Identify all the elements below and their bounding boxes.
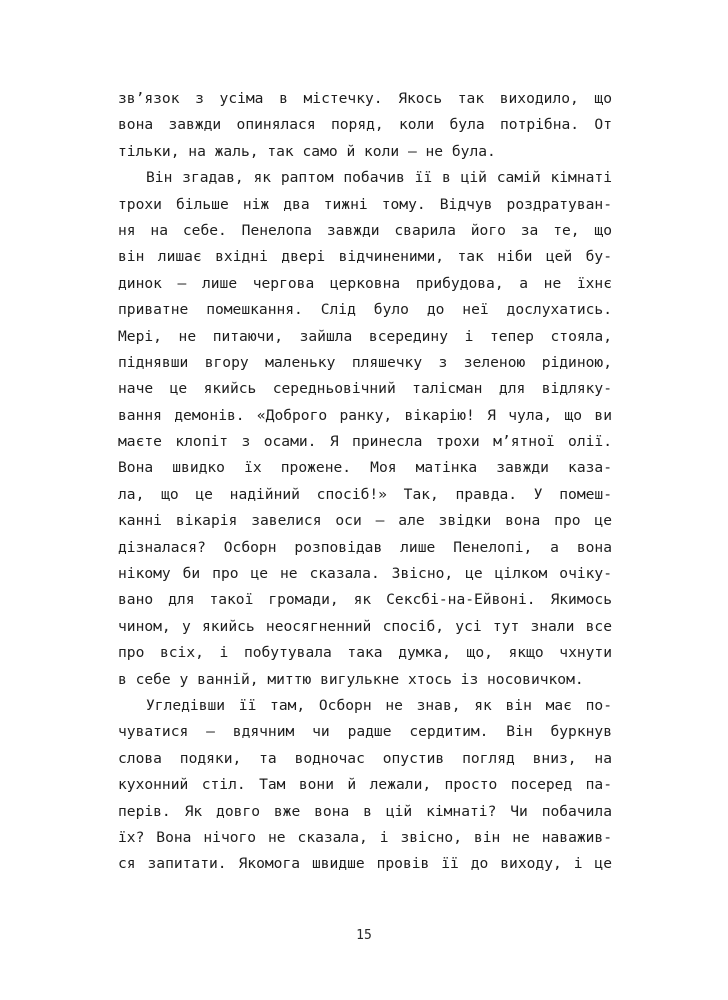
text-line: маєте клопіт з осами. Я принесла трохи м’ятної олії. — [118, 433, 612, 451]
text-line: вання демонів. «Доброго ранку, вікарію! Я чула, що ви — [118, 406, 612, 424]
text-line: нікому би про це не сказала. Звісно, це цілком очіку- — [118, 565, 612, 583]
text-line: приватне помешкання. Слід було до неї дослухатись. — [118, 301, 612, 319]
text-line: Вона швидко їх прожене. Моя матінка завжди каза- — [118, 459, 612, 477]
text-line: ла, що це надійний спосіб!» Так, правда. У помеш- — [118, 485, 612, 503]
text-line: про всіх, і побутувала така думка, що, якщо чхнути — [118, 644, 612, 662]
text-line: чином, у якийсь неосягненний спосіб, усі тут знали все — [118, 617, 612, 635]
text-line: наче це якийсь середньовічний талісман для відляку- — [118, 380, 612, 398]
text-line: перів. Як довго вже вона в цій кімнаті? Чи побачила — [118, 802, 612, 820]
text-line: динок — лише чергова церковна прибудова, а не їхнє — [118, 274, 612, 292]
text-line: вона завжди опинялася поряд, коли була потрібна. От — [118, 116, 612, 134]
body-text — [118, 86, 612, 878]
text-line: слова подяки, та водночас опустив погляд вниз, на — [118, 749, 612, 767]
text-line: піднявши вгору маленьку пляшечку з зеленою рідиною, — [118, 353, 612, 371]
text-line: в себе у ванній, миттю вигулькне хтось із носовичком. — [118, 670, 584, 688]
text-line: Угледівши її там, Осборн не знав, як він має по- — [146, 696, 612, 714]
text-line: вано для такої громади, як Сексбі-на-Ейвоні. Якимось — [118, 591, 612, 609]
text-line: чуватися — вдячним чи радше сердитим. Він буркнув — [118, 723, 612, 741]
text-line: він лишає вхідні двері відчиненими, так ніби цей бу- — [118, 248, 612, 266]
text-line: Він згадав, як раптом побачив її в цій самій кімнаті — [146, 169, 612, 187]
text-line: ся запитати. Якомога швидше провів її до виходу, і це — [118, 855, 612, 873]
text-line: їх? Вона нічого не сказала, і звісно, він не наважив- — [118, 828, 612, 846]
text-line: Мері, не питаючи, зайшла всередину і тепер стояла, — [118, 327, 612, 345]
page-number: 15 — [356, 928, 372, 943]
text-line: кухонний стіл. Там вони й лежали, просто посеред па- — [118, 776, 612, 794]
text-line: зв’язок з усіма в містечку. Якось так виходило, що — [118, 90, 612, 107]
text-line: ня на себе. Пенелопа завжди сварила його за те, що — [118, 221, 612, 239]
text-line: дізналася? Осборн розповідав лише Пенелопі, а вона — [118, 538, 612, 556]
text-line: канні вікарія завелися оси — але звідки вона про це — [118, 512, 612, 530]
text-line: трохи більше ніж два тижні тому. Відчув роздратуван- — [118, 195, 612, 213]
text-line: тільки, на жаль, так само й коли — не була. — [118, 142, 496, 160]
